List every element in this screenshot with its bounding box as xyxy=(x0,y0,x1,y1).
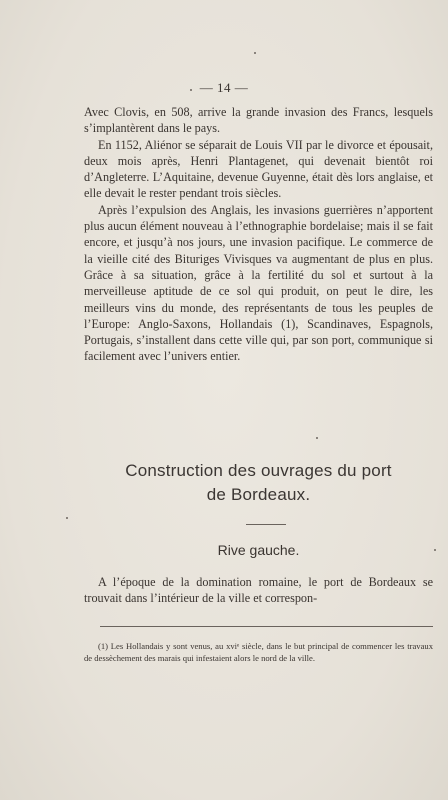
footnote-text: (1) Les Hollandais y sont venus, au xviᵉ siècle, dans le but principal de commencer les travaux de dessèchement des marais qui infestaient alors le nord de la ville. xyxy=(84,641,433,663)
paper-speck xyxy=(254,52,256,54)
footnote-divider xyxy=(100,626,433,627)
paragraph-roman-port: A l’époque de la domination romaine, le port de Bordeaux se trouvait dans l’intérieur de la ville et correspon- xyxy=(84,575,433,606)
paragraph-expulsion: Après l’expulsion des Anglais, les invasions guerrières n’apportent plus aucun élément nouveau à l’ethnographie bordelaise; mais il se fait encore, et jusqu’à nos jours, une invasion pacifique. Le commerce de la vieille cité des Bituriges Vivisques va augmentant de plus en plus. Grâce à sa situation, grâce à la fertilité du sol et surtout à la merveilleuse aptitude de ce sol qui produit, on peut le dire, les meilleurs vins du monde, des représentants de tous les peuples de l’Europe: Anglo-Saxons, Hollandais (1), Scandinaves, Espagnols, Portugais, s’installent dans cette ville qui, par son port, communique si facilement avec l’univers entier. xyxy=(84,202,433,364)
paper-speck xyxy=(316,437,318,439)
paper-speck xyxy=(190,89,192,91)
section-divider xyxy=(246,524,286,525)
section-title-line-2: de Bordeaux. xyxy=(206,485,311,504)
section-title-line-1: Construction des ouvrages du port xyxy=(125,461,392,480)
footnote xyxy=(84,641,433,664)
body-text-bottom xyxy=(84,574,433,607)
paper-speck xyxy=(434,549,436,551)
page-number: — 14 — xyxy=(199,80,249,95)
paragraph-clovis: Avec Clovis, en 508, arrive la grande invasion des Francs, lesquels s’implantèrent dans le pays. xyxy=(84,105,433,136)
section-title xyxy=(84,459,433,507)
paper-speck xyxy=(66,517,68,519)
paragraph-alienor: En 1152, Aliénor se séparait de Louis VII par le divorce et épousait, deux mois après, Henri Plantagenet, qui devenait bientôt roi d’Angleterre. L’Aquitaine, devenue Guyenne, était dès lors anglaise, et elle devait le rester pendant trois siècles. xyxy=(84,137,433,201)
body-text-top xyxy=(84,104,433,365)
subsection-title: Rive gauche. xyxy=(217,542,300,558)
